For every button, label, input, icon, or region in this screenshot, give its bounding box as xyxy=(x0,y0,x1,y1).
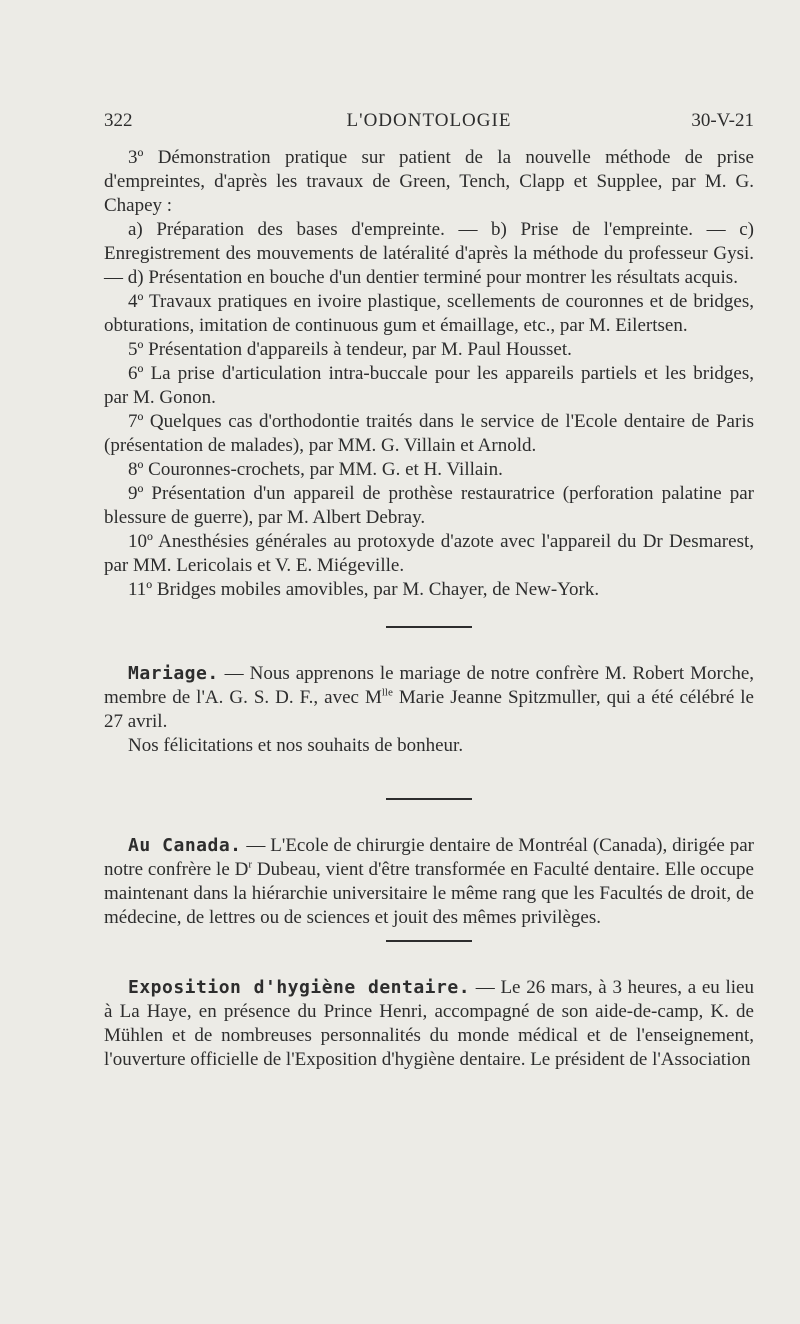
page-number: 322 xyxy=(104,110,133,131)
mariage-closing: Nos félicitations et nos souhaits de bonheur. xyxy=(128,735,464,756)
program-item: 7º Quelques cas d'orthodontie traités dans le service de l'Ecole dentaire de Paris (présentation de malades), par MM. G. Villain et Arnold. xyxy=(104,411,754,456)
exposition-paragraph xyxy=(104,976,754,1072)
canada-sup: r xyxy=(248,858,253,871)
exposition-text: — Le 26 mars, à 3 heures, a eu lieu à La Haye, en présence du Prince Henri, accompagné de son aide-de-camp, K. de Mühlen et de nombreuses personnalités du monde médical et de l'enseignement, l'ouverture officielle de l'Exposition d'hygiène dentaire. Le président de l'Association xyxy=(104,977,754,1070)
mariage-heading: Mariage. xyxy=(128,663,219,684)
program-item: 11º Bridges mobiles amovibles, par M. Chayer, de New-York. xyxy=(128,579,600,600)
page-body xyxy=(104,146,754,1072)
page-header xyxy=(104,110,754,138)
canada-text: — L'Ecole de chirurgie dentaire de Montréal (Canada), dirigée par notre confrère le D xyxy=(104,835,754,880)
journal-title: L'ODONTOLOGIE xyxy=(346,110,512,131)
program-item: 4º Travaux pratiques en ivoire plastique, scellements de couronnes et de bridges, obturations, imitation de continuous gum et émaillage, etc., par M. Eilertsen. xyxy=(104,291,754,336)
section-divider xyxy=(386,940,472,942)
program-item: 6º La prise d'articulation intra-buccale pour les appareils partiels et les bridges, par M. Gonon. xyxy=(104,363,754,408)
canada-heading: Au Canada. xyxy=(128,835,242,856)
canada-text-end: Dubeau, vient d'être transformée en Faculté dentaire. Elle occupe maintenant dans la hiérarchie universitaire le même rang que les Facultés de droit, de médecine, de lettres ou de sciences et jouit des mêmes privilèges. xyxy=(104,859,754,928)
mariage-text-end: Marie Jeanne Spitzmuller, qui a été célébré le 27 avril. xyxy=(104,687,754,732)
exposition-heading: Exposition d'hygiène dentaire. xyxy=(128,977,471,998)
mariage-paragraph xyxy=(104,662,754,734)
canada-paragraph xyxy=(104,834,754,930)
mariage-sup: lle xyxy=(381,686,393,699)
program-item: a) Préparation des bases d'empreinte. — b) Prise de l'empreinte. — c) Enregistrement des mouvements de latéralité d'après la méthode du professeur Gysi. — d) Présentation en bouche d'un dentier terminé pour montrer les résultats acquis. xyxy=(104,219,754,288)
mariage-text: — Nous apprenons le mariage de notre confrère M. Robert Morche, membre de l'A. G. S. D. F., avec M xyxy=(104,663,754,708)
section-divider xyxy=(386,798,472,800)
issue-date: 30-V-21 xyxy=(691,110,754,131)
section-divider xyxy=(386,626,472,628)
program-item: 9º Présentation d'un appareil de prothèse restauratrice (perforation palatine par blessure de guerre), par M. Albert Debray. xyxy=(104,483,754,528)
program-item: 10º Anesthésies générales au protoxyde d'azote avec l'appareil du Dr Desmarest, par MM. Lericolais et V. E. Miégeville. xyxy=(104,531,754,576)
program-item: 3º Démonstration pratique sur patient de la nouvelle méthode de prise d'empreintes, d'après les travaux de Green, Tench, Clapp et Supplee, par M. G. Chapey : xyxy=(104,147,754,216)
program-item: 8º Couronnes-crochets, par MM. G. et H. Villain. xyxy=(128,459,503,480)
program-item: 5º Présentation d'appareils à tendeur, par M. Paul Housset. xyxy=(128,339,572,360)
